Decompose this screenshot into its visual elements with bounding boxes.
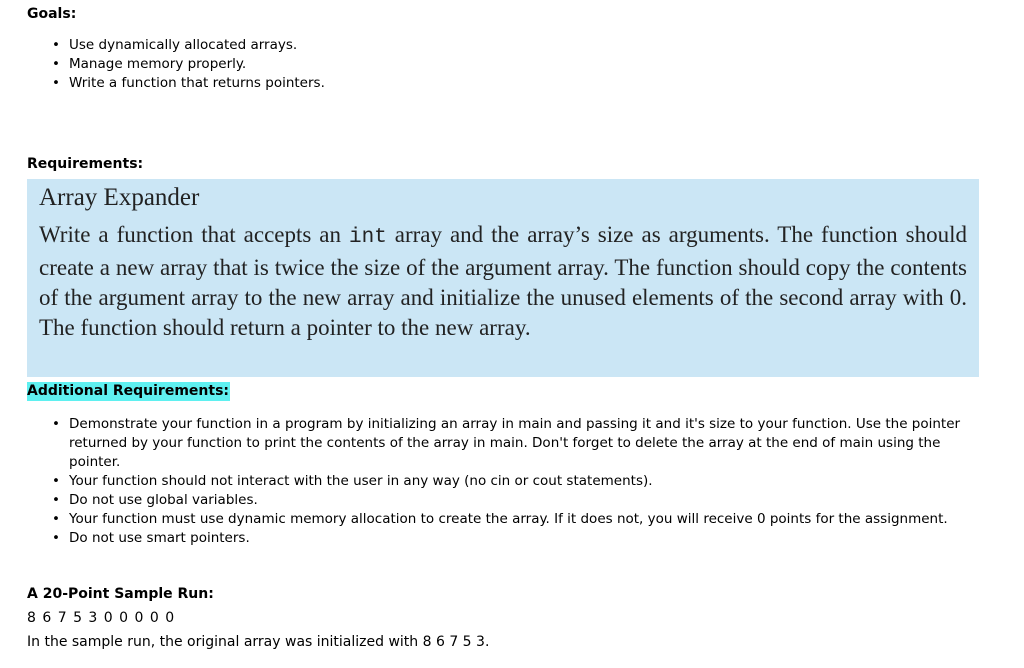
goals-list xyxy=(27,36,727,93)
goal-item-text: Write a function that returns pointers. xyxy=(69,75,325,91)
goal-item xyxy=(27,36,727,55)
requirement-item xyxy=(27,510,987,529)
requirement-item-text: Your function must use dynamic memory allocation to create the array. If it does not, you will receive 0 points for the assignment. xyxy=(69,511,948,527)
textbook-excerpt xyxy=(27,179,979,377)
bullet-icon: • xyxy=(52,511,60,527)
requirement-item-text: Do not use smart pointers. xyxy=(69,530,250,546)
bullet-icon: • xyxy=(52,56,60,72)
additional-requirements-list xyxy=(27,415,987,548)
sample-run-heading: A 20-Point Sample Run: xyxy=(27,586,214,602)
requirement-item xyxy=(27,472,987,491)
requirement-item-text: Your function should not interact with the user in any way (no cin or cout statements). xyxy=(69,473,653,489)
goal-item-text: Manage memory properly. xyxy=(69,56,247,72)
goals-heading: Goals: xyxy=(27,6,77,22)
additional-requirements-heading: Additional Requirements: xyxy=(27,383,230,399)
bullet-icon: • xyxy=(52,37,60,53)
excerpt-code-keyword: int xyxy=(348,226,387,249)
sample-run-note: In the sample run, the original array was initialized with 8 6 7 5 3. xyxy=(27,634,490,650)
goal-item xyxy=(27,55,727,74)
bullet-icon: • xyxy=(52,473,60,489)
goal-item xyxy=(27,74,727,93)
excerpt-body xyxy=(39,220,967,343)
requirements-heading: Requirements: xyxy=(27,156,144,172)
requirement-item xyxy=(27,415,987,472)
bullet-icon: • xyxy=(52,75,60,91)
requirement-item-text: Do not use global variables. xyxy=(69,492,258,508)
excerpt-body-start: Write a function that accepts an xyxy=(39,222,349,247)
bullet-icon: • xyxy=(52,530,60,546)
requirement-item-text: Demonstrate your function in a program by initializing an array in main and passing it and it's size to your function. Use the pointer returned by your function to print the contents of the array in main. Don't forget to delete the array at the end of main using the pointer. xyxy=(69,416,961,470)
excerpt-title: Array Expander xyxy=(39,184,200,211)
goal-item-text: Use dynamically allocated arrays. xyxy=(69,37,298,53)
requirement-item xyxy=(27,491,987,510)
excerpt-body-rest: array and the array’s size as arguments. The function should create a new array that is twice the size of the argument array. The function should copy the contents of the argument array to the new array and initialize the unused elements of the second array with 0. The function should return a pointer to the new array. xyxy=(39,222,967,340)
bullet-icon: • xyxy=(52,416,60,432)
sample-run-output: 8 6 7 5 3 0 0 0 0 0 xyxy=(27,610,176,626)
bullet-icon: • xyxy=(52,492,60,508)
requirement-item xyxy=(27,529,987,548)
